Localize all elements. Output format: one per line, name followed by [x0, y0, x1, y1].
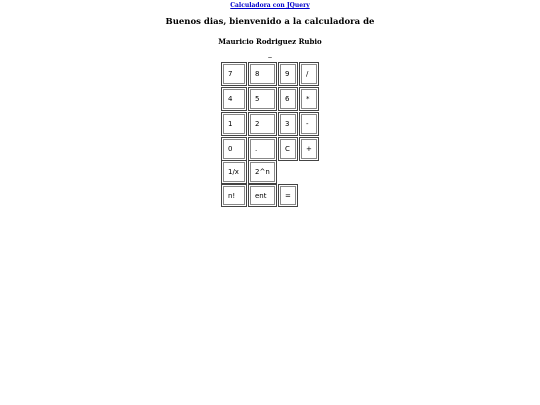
key-5[interactable]: 5: [248, 87, 277, 111]
key-3[interactable]: 3: [278, 112, 298, 136]
key-7[interactable]: 7: [221, 62, 247, 86]
key-equals[interactable]: =: [278, 184, 298, 207]
key-divide[interactable]: /: [299, 62, 319, 86]
key-1[interactable]: 1: [221, 112, 247, 136]
key-6[interactable]: 6: [278, 87, 298, 111]
key-0[interactable]: 0: [221, 137, 247, 161]
greeting-heading: Buenos dias, bienvenido a la calculadora de: [165, 17, 375, 27]
key-9[interactable]: 9: [278, 62, 298, 86]
key-integer[interactable]: ent: [248, 184, 277, 207]
key-factorial[interactable]: n!: [221, 184, 247, 207]
calculator-link[interactable]: Calculadora con JQuery: [230, 2, 310, 9]
key-decimal[interactable]: .: [248, 137, 277, 161]
calculator-display: _: [268, 50, 272, 58]
key-clear[interactable]: C: [278, 137, 298, 161]
key-4[interactable]: 4: [221, 87, 247, 111]
key-power-of-two[interactable]: 2^n: [248, 160, 277, 184]
key-reciprocal[interactable]: 1/x: [221, 160, 247, 184]
key-2[interactable]: 2: [248, 112, 277, 136]
key-subtract[interactable]: -: [299, 112, 319, 136]
key-add[interactable]: +: [299, 137, 319, 161]
key-multiply[interactable]: *: [299, 87, 319, 111]
key-8[interactable]: 8: [248, 62, 277, 86]
author-name: Mauricio Rodriguez Rubio: [218, 37, 322, 46]
